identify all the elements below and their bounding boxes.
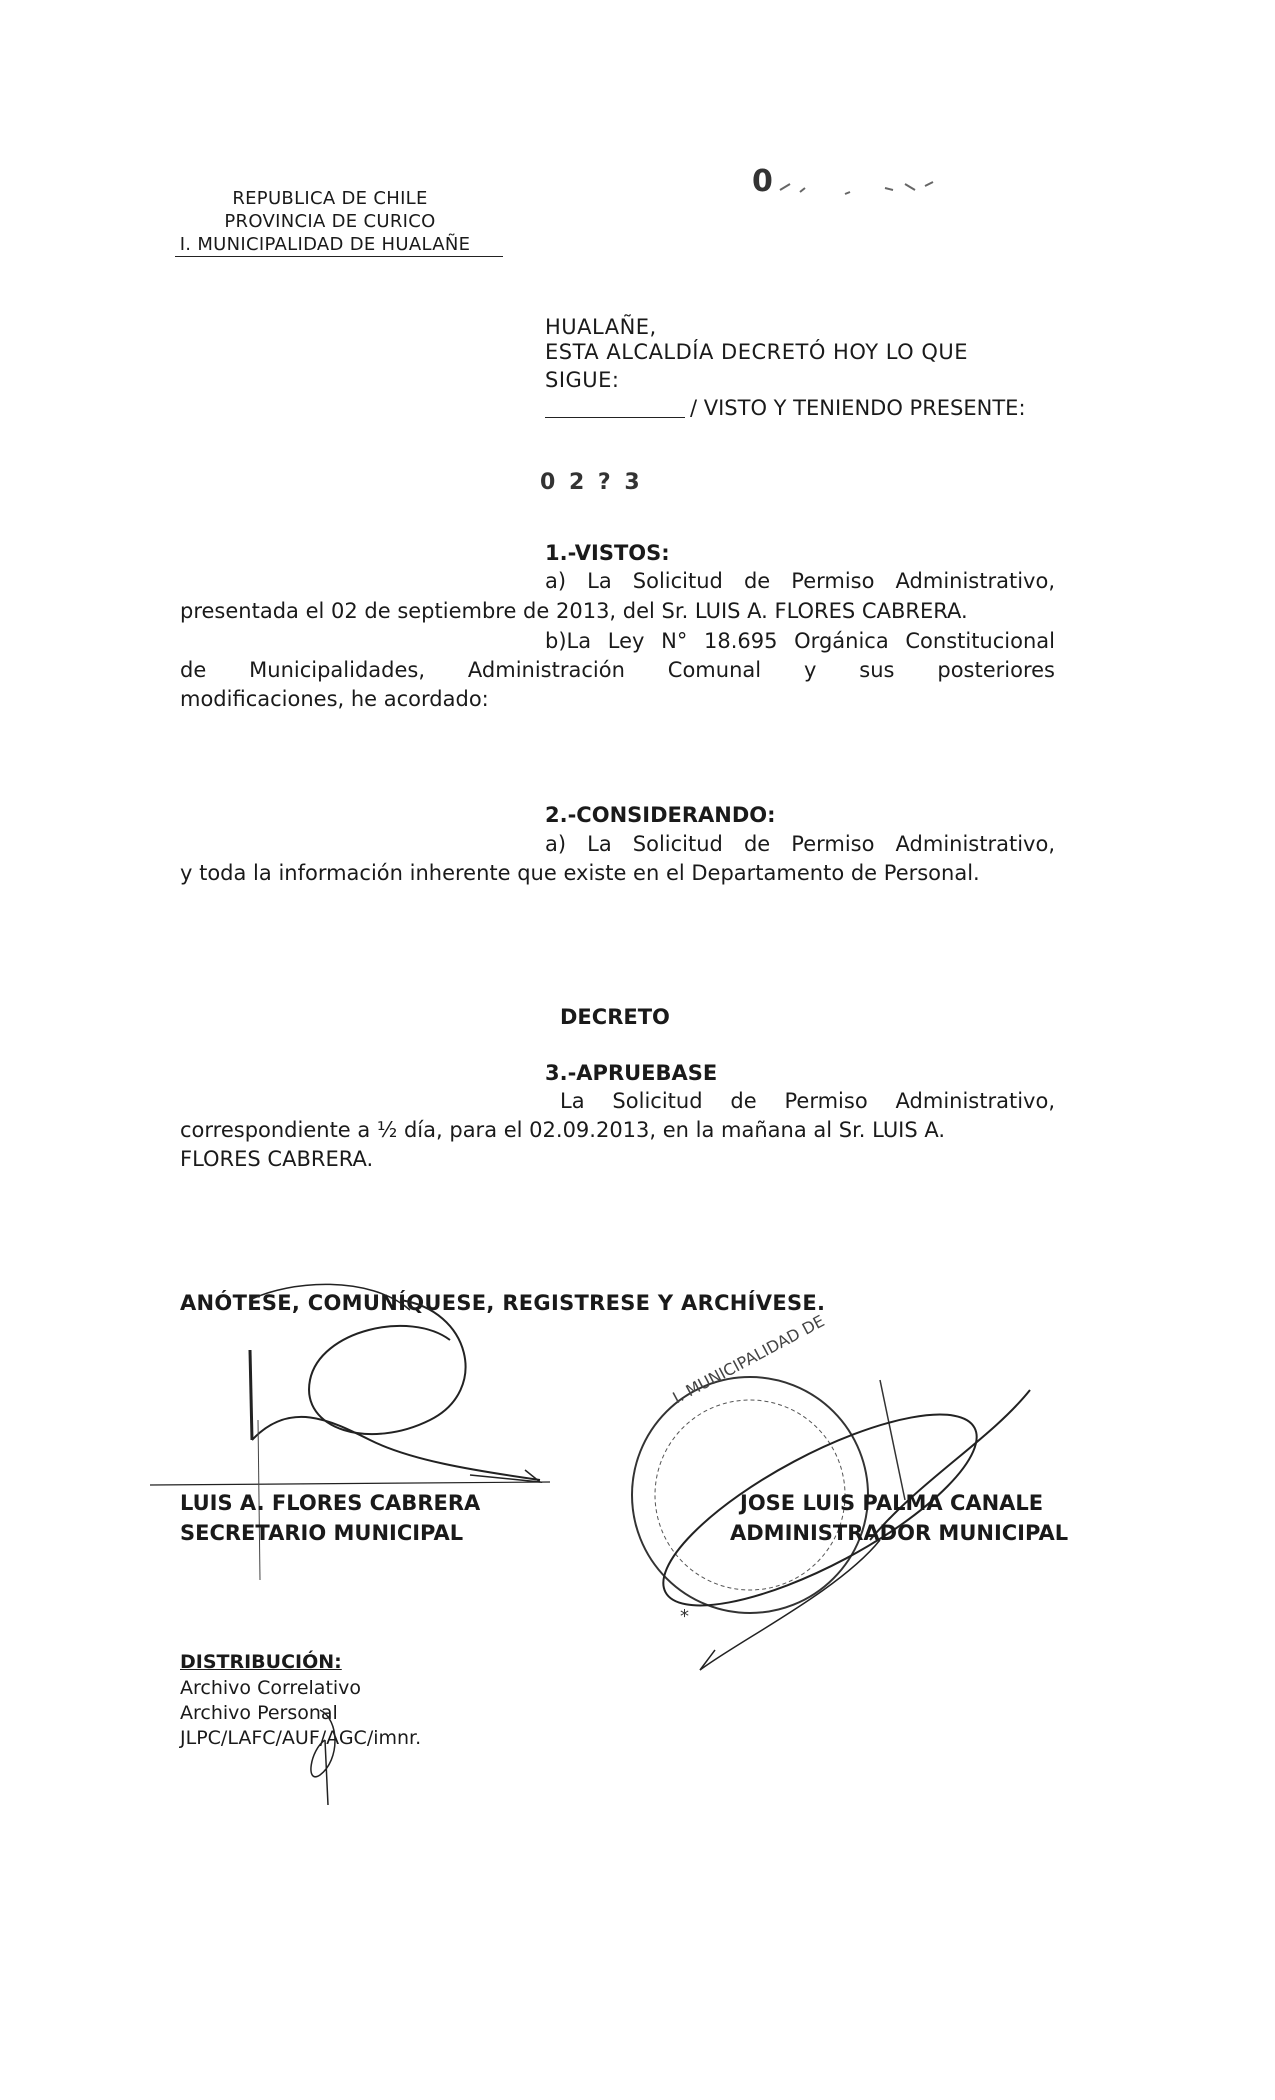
top-stamp-mark: 0: [752, 164, 776, 199]
left-signatory-title: SECRETARIO MUNICIPAL: [180, 1521, 464, 1545]
vistos-a-line1: a) La Solicitud de Permiso Administrativo,: [545, 569, 1055, 593]
intro-city: HUALAÑE,: [545, 315, 657, 339]
vistos-b-line2: de Municipalidades, Administración Comunal y sus posteriores: [180, 658, 1055, 682]
intro-line1: ESTA ALCALDÍA DECRETÓ HOY LO QUE: [545, 340, 969, 364]
decreto-line3: FLORES CABRERA.: [180, 1147, 374, 1171]
considerando-a-line1: a) La Solicitud de Permiso Administrativo,: [545, 832, 1055, 856]
intro-line2: SIGUE:: [545, 368, 620, 392]
stamp-smudge-icon: [775, 170, 945, 210]
svg-text:*: *: [680, 1606, 689, 1627]
decreto-heading: DECRETO: [560, 1005, 670, 1029]
header-underline: [175, 256, 503, 257]
decree-number: 0 2 ? 3: [540, 470, 643, 495]
header-municipality: I. MUNICIPALIDAD DE HUALAÑE: [179, 234, 471, 255]
decreto-line1: La Solicitud de Permiso Administrativo,: [560, 1089, 1055, 1113]
right-signatory-title: ADMINISTRADOR MUNICIPAL: [730, 1521, 1069, 1545]
closing-statement: ANÓTESE, COMUNÍQUESE, REGISTRESE Y ARCHÍVESE.: [180, 1291, 826, 1315]
seal-text: I. MUNICIPALIDAD DE: [669, 1311, 828, 1408]
vistos-b-line3: modificaciones, he acordado:: [180, 687, 489, 711]
visto-blank-line: [545, 417, 685, 418]
header-country: REPUBLICA DE CHILE: [232, 188, 428, 209]
considerando-a-line2: y toda la información inherente que existe en el Departamento de Personal.: [180, 861, 980, 885]
distribution-item: JLPC/LAFC/AUF/AGC/imnr.: [180, 1727, 422, 1749]
initials-scribble-icon: [300, 1700, 350, 1810]
right-signatory-name: JOSE LUIS PALMA CANALE: [740, 1491, 1044, 1515]
header-province: PROVINCIA DE CURICO: [224, 211, 436, 232]
vistos-heading: 1.-VISTOS:: [545, 541, 670, 565]
left-signatory-name: LUIS A. FLORES CABRERA: [180, 1491, 481, 1515]
considerando-heading: 2.-CONSIDERANDO:: [545, 803, 776, 827]
distribution-item: Archivo Correlativo: [180, 1677, 362, 1699]
decreto-line2: correspondiente a ½ día, para el 02.09.2013, en la mañana al Sr. LUIS A.: [180, 1118, 946, 1142]
distribution-item: Archivo Personal: [180, 1702, 338, 1724]
vistos-b-line1: b)La Ley N° 18.695 Orgánica Constitucional: [545, 629, 1055, 653]
intro-visto: / VISTO Y TENIENDO PRESENTE:: [690, 396, 1026, 420]
vistos-a-line2: presentada el 02 de septiembre de 2013, del Sr. LUIS A. FLORES CABRERA.: [180, 599, 968, 623]
signature-left-icon: [150, 1270, 570, 1600]
distribution-heading: DISTRIBUCIÓN:: [180, 1651, 342, 1673]
apruebase-heading: 3.-APRUEBASE: [545, 1061, 718, 1085]
